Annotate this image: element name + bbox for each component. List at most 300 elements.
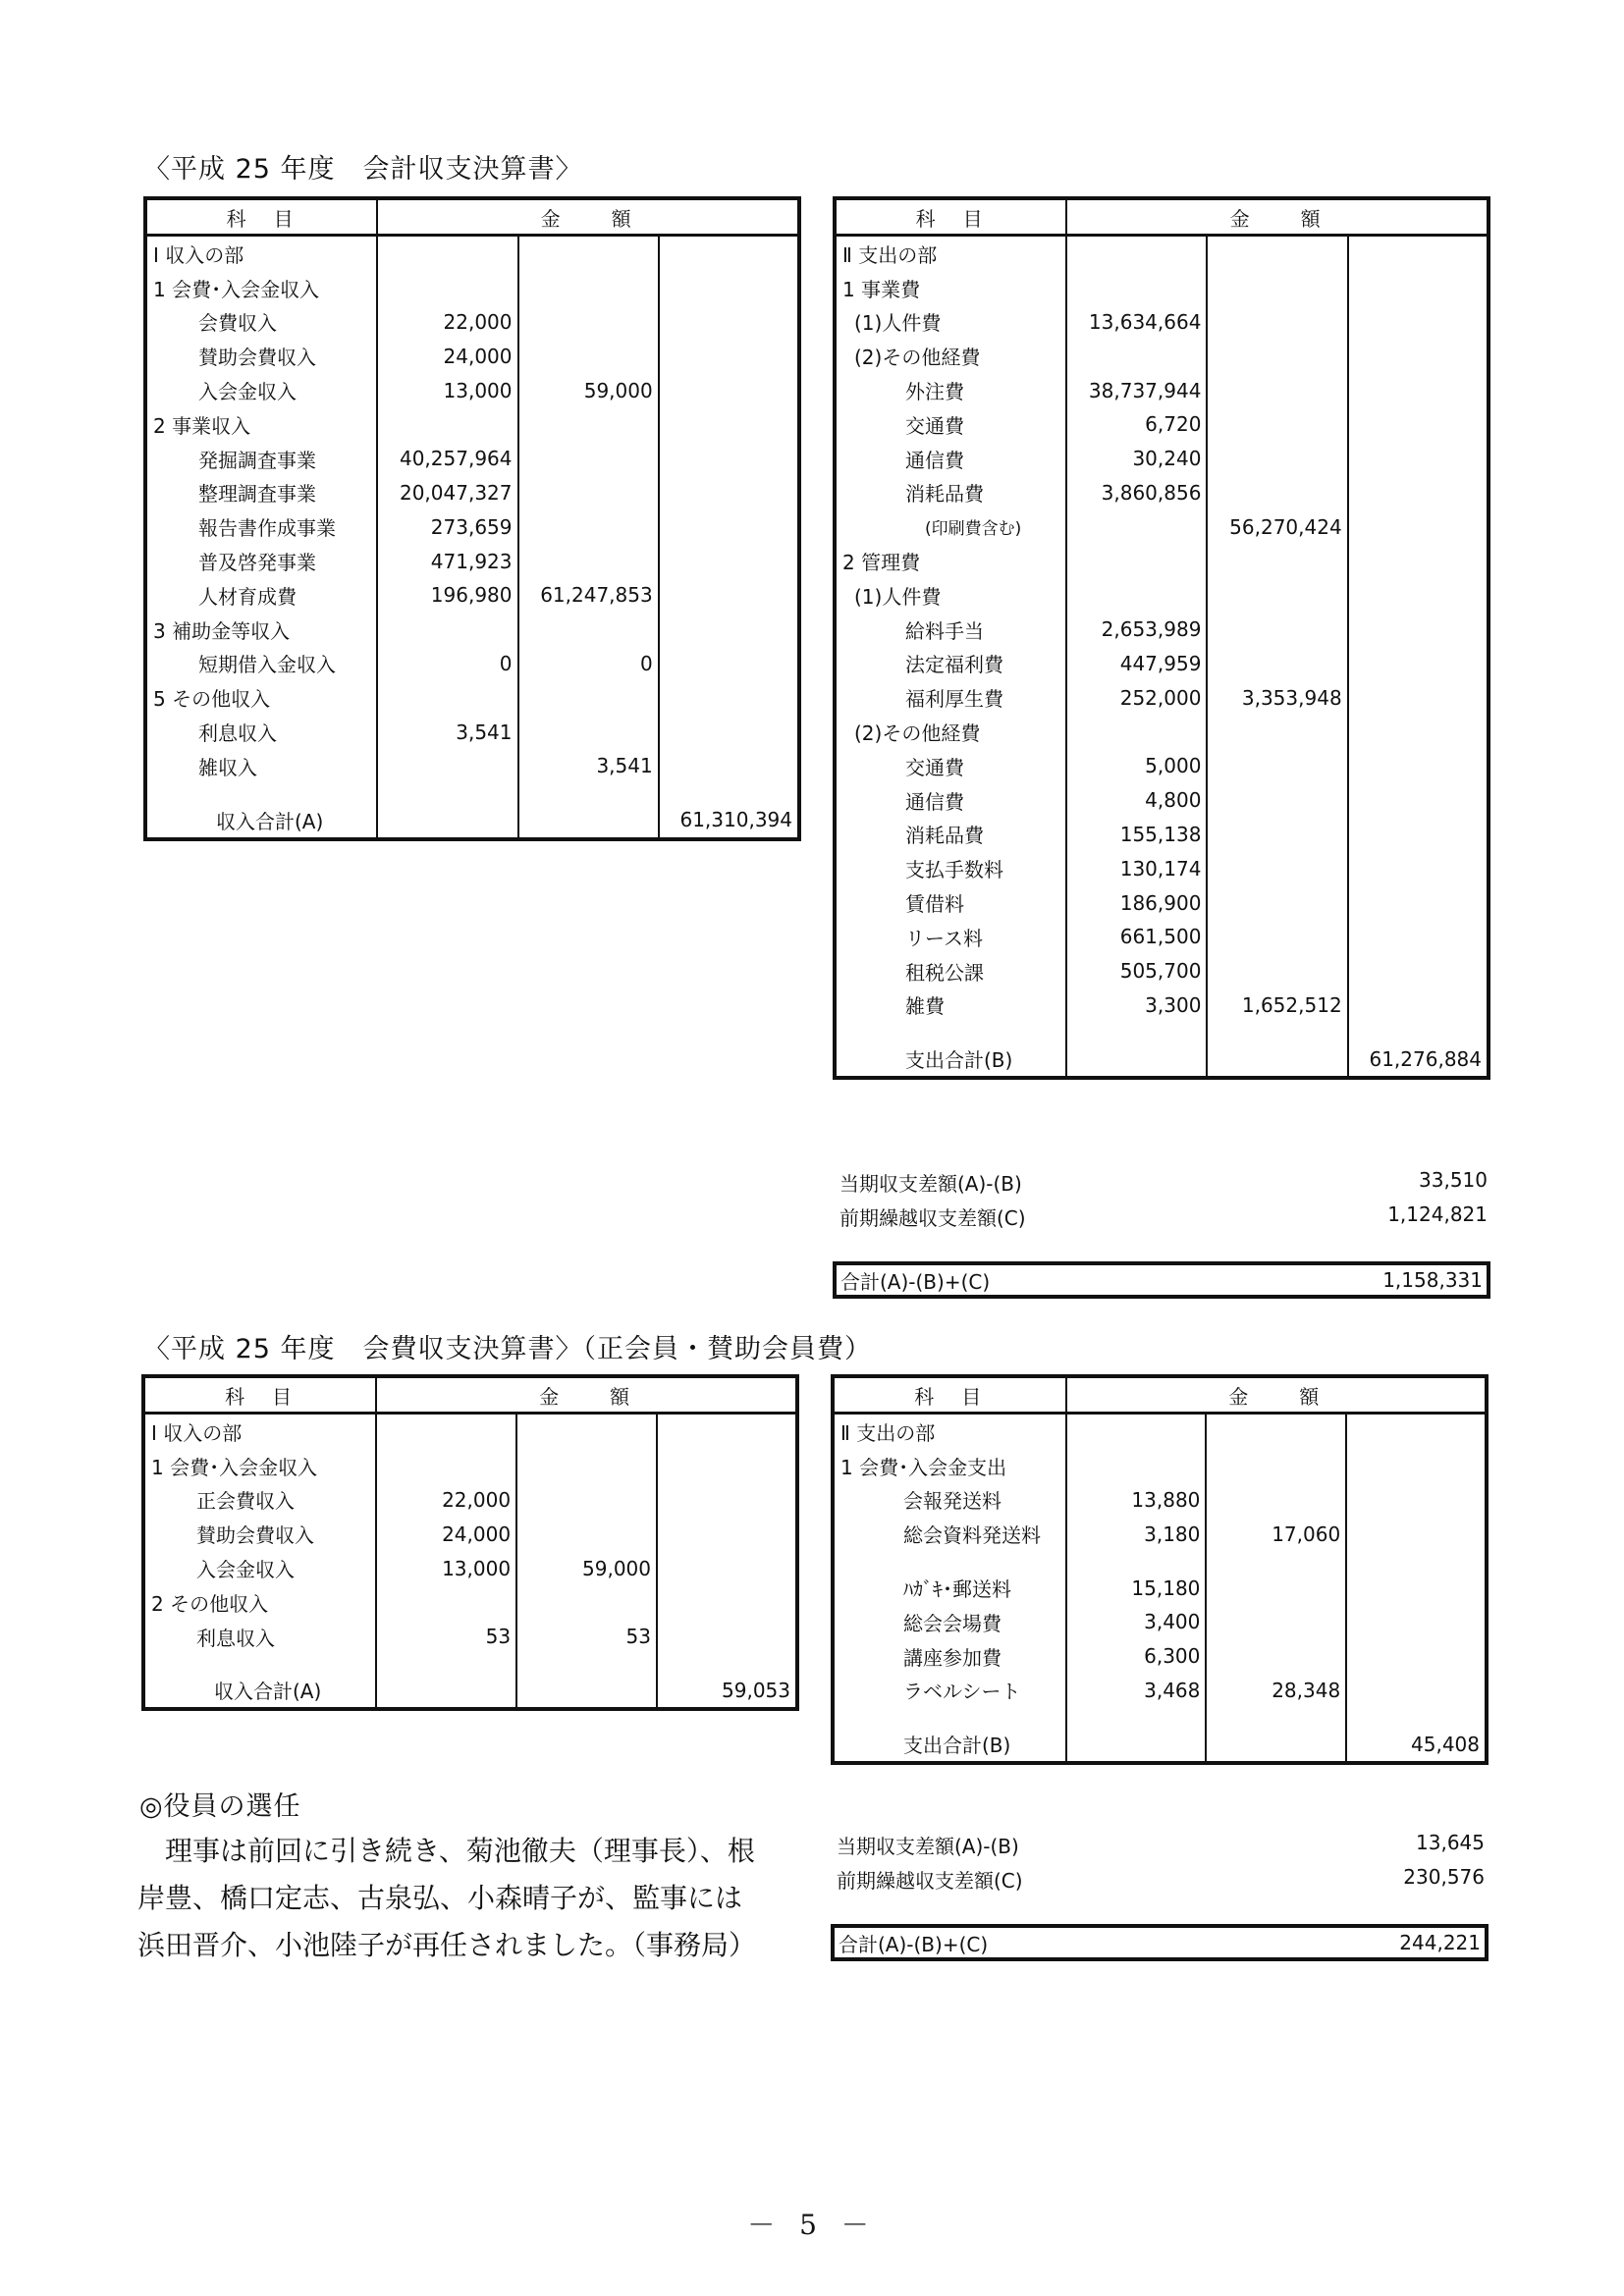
amount-col3: [1348, 851, 1489, 885]
amount-col1: 273,659: [377, 509, 517, 544]
table-row: [835, 749, 1489, 783]
amount-col3: [659, 715, 799, 749]
amount-col1: 447,959: [1066, 647, 1207, 681]
amount-col1: [1066, 1022, 1207, 1041]
table-row: [833, 1551, 1487, 1571]
row-label: 1 会費･入会金収入: [153, 277, 320, 301]
amount-col3: [657, 1483, 797, 1518]
amount-col1: 661,500: [1066, 920, 1207, 954]
amount-col3: [657, 1517, 797, 1551]
amount-col2: [1207, 647, 1347, 681]
row-label: 会報発送料: [903, 1489, 1001, 1514]
amount-col3: [1346, 1571, 1487, 1605]
amount-col3: [657, 1414, 797, 1449]
amount-col1: [377, 271, 517, 305]
amount-col1: [1066, 509, 1207, 544]
table-row: [833, 1414, 1487, 1449]
officers-line: 理事は前回に引き続き、菊池徹夫（理事長）、根: [137, 1835, 755, 1867]
amount-col3: [659, 749, 799, 783]
amount-col1: 3,860,856: [1066, 476, 1207, 510]
table-row: [833, 1674, 1487, 1708]
amount-col1: 186,900: [1066, 885, 1207, 920]
table-row: [835, 476, 1489, 510]
amount-col3: [657, 1620, 797, 1654]
table-row: [835, 544, 1489, 578]
amount-col3: 61,310,394: [659, 803, 799, 839]
header-item: 科 目: [833, 1376, 1066, 1414]
table-row: [145, 613, 799, 647]
row-label: (2)その他経費: [854, 346, 981, 370]
balance-value: 13,645: [1416, 1831, 1485, 1854]
income-table-1: [143, 196, 801, 841]
table-row: [835, 339, 1489, 373]
row-label: Ⅱ 支出の部: [842, 242, 938, 267]
total-value: 244,221: [1399, 1931, 1481, 1954]
carry-value: 1,124,821: [1387, 1202, 1488, 1226]
amount-col3: [1348, 749, 1489, 783]
amount-col1: [376, 1449, 516, 1483]
amount-col3: [1348, 954, 1489, 988]
amount-col2: [1207, 271, 1347, 305]
amount-col1: 6,720: [1066, 407, 1207, 442]
table-row: [145, 476, 799, 510]
row-label: 人材育成費: [198, 584, 297, 609]
amount-col1: [376, 1585, 516, 1620]
amount-col3: [1348, 613, 1489, 647]
table-row: [835, 373, 1489, 407]
amount-col3: [1348, 544, 1489, 578]
amount-col2: [1207, 339, 1347, 373]
table-row: [835, 988, 1489, 1023]
amount-col3: 59,053: [657, 1674, 797, 1710]
amount-col3: [1346, 1449, 1487, 1483]
amount-col3: [1348, 305, 1489, 340]
amount-col3: [1348, 988, 1489, 1023]
amount-col2: 3,353,948: [1207, 680, 1347, 715]
total-box-1: [833, 1261, 1490, 1299]
amount-col3: [659, 373, 799, 407]
row-label: 2 事業収入: [153, 413, 251, 438]
table-row: [145, 647, 799, 681]
row-label: 外注費: [905, 380, 964, 404]
income-table-2: [141, 1374, 799, 1711]
amount-col3: 61,276,884: [1348, 1041, 1489, 1078]
amount-col1: 471,923: [377, 544, 517, 578]
amount-col3: [1348, 236, 1489, 271]
amount-col1: 3,400: [1066, 1605, 1207, 1639]
table-row: [145, 715, 799, 749]
row-label: 法定福利費: [905, 653, 1003, 677]
amount-col1: 3,541: [377, 715, 517, 749]
table-row: [145, 803, 799, 839]
amount-col2: [1207, 954, 1347, 988]
income-rows-2: [143, 1414, 797, 1710]
amount-col1: 6,300: [1066, 1639, 1207, 1674]
amount-col3: [1348, 783, 1489, 818]
carry-line-1: [839, 1202, 1488, 1231]
amount-col3: [1348, 885, 1489, 920]
amount-col2: [518, 476, 659, 510]
table-row: [833, 1605, 1487, 1639]
amount-col3: [659, 647, 799, 681]
table-row: [143, 1620, 797, 1654]
amount-col2: [516, 1674, 657, 1710]
amount-col3: [659, 783, 799, 803]
carry-value: 230,576: [1403, 1865, 1485, 1889]
row-label: リース料: [905, 926, 983, 950]
amount-col2: [1207, 1022, 1347, 1041]
amount-col3: [659, 407, 799, 442]
amount-col3: [1348, 442, 1489, 476]
row-label: [145, 783, 377, 803]
table-row: [835, 509, 1489, 544]
row-label: 利息収入: [196, 1626, 275, 1650]
row-label: [835, 1022, 1066, 1041]
amount-col2: [518, 339, 659, 373]
amount-col3: [1346, 1551, 1487, 1571]
header-amount: 金 額: [1066, 1376, 1487, 1414]
amount-col3: [1348, 271, 1489, 305]
amount-col2: [1207, 715, 1347, 749]
amount-col2: [518, 305, 659, 340]
row-label: 整理調査事業: [198, 482, 316, 507]
row-label: (1)人件費: [854, 311, 942, 336]
row-label: 講座参加費: [903, 1645, 1001, 1670]
row-label: 5 その他収入: [153, 687, 271, 712]
amount-col1: 30,240: [1066, 442, 1207, 476]
amount-col3: [1346, 1639, 1487, 1674]
table-row: [143, 1483, 797, 1518]
amount-col3: [657, 1449, 797, 1483]
row-label: 1 事業費: [842, 277, 921, 301]
amount-col1: 2,653,989: [1066, 613, 1207, 647]
amount-col2: 0: [518, 647, 659, 681]
amount-col1: 252,000: [1066, 680, 1207, 715]
row-label: 1 会費･入会金収入: [151, 1455, 318, 1479]
amount-col2: [518, 271, 659, 305]
table-row: [833, 1449, 1487, 1483]
amount-col1: 5,000: [1066, 749, 1207, 783]
amount-col3: [659, 442, 799, 476]
table-row: [835, 885, 1489, 920]
amount-col1: [377, 236, 517, 271]
amount-col3: [1348, 339, 1489, 373]
amount-col1: 130,174: [1066, 851, 1207, 885]
table-row: [145, 373, 799, 407]
table-row: [143, 1654, 797, 1674]
table-row: [835, 442, 1489, 476]
amount-col1: 155,138: [1066, 818, 1207, 852]
amount-col1: 38,737,944: [1066, 373, 1207, 407]
amount-col1: [376, 1414, 516, 1449]
amount-col2: 53: [516, 1620, 657, 1654]
carry-label: 前期繰越収支差額(C): [837, 1869, 1023, 1893]
amount-col2: [518, 236, 659, 271]
balance-line-1: [839, 1168, 1488, 1197]
row-label: 入会金収入: [198, 380, 297, 404]
amount-col2: 59,000: [516, 1551, 657, 1585]
amount-col1: 13,880: [1066, 1483, 1207, 1518]
amount-col2: [1207, 578, 1347, 613]
total-label: 合計(A)-(B)+(C): [840, 1269, 991, 1294]
amount-col3: [1348, 476, 1489, 510]
amount-col1: 15,180: [1066, 1571, 1207, 1605]
table-row: [145, 442, 799, 476]
amount-col2: [518, 509, 659, 544]
amount-col2: [1206, 1483, 1346, 1518]
table-row: [145, 305, 799, 340]
row-label: 会費収入: [198, 311, 277, 336]
amount-col3: [1346, 1414, 1487, 1449]
amount-col1: [1066, 1727, 1207, 1763]
amount-col2: [516, 1654, 657, 1674]
table-row: [143, 1551, 797, 1585]
amount-col1: [1066, 1551, 1207, 1571]
table-row: [835, 1041, 1489, 1078]
amount-col1: [1066, 544, 1207, 578]
amount-col2: [516, 1483, 657, 1518]
header-amount: 金 額: [376, 1376, 797, 1414]
amount-col3: [659, 680, 799, 715]
amount-col2: [1207, 613, 1347, 647]
amount-col2: [1207, 373, 1347, 407]
header-item: 科 目: [145, 198, 377, 236]
amount-col1: 53: [376, 1620, 516, 1654]
amount-col2: [516, 1414, 657, 1449]
total-box-2: [831, 1924, 1489, 1961]
table-row: [145, 407, 799, 442]
amount-col2: [518, 715, 659, 749]
row-label: 消耗品費: [905, 824, 984, 848]
amount-col2: [1207, 442, 1347, 476]
balance-label: 当期収支差額(A)-(B): [839, 1172, 1022, 1196]
row-label: 租税公課: [905, 960, 984, 985]
header-amount: 金 額: [1066, 198, 1489, 236]
table-row: [835, 236, 1489, 271]
amount-col3: [659, 305, 799, 340]
table-row: [835, 647, 1489, 681]
amount-col1: [1066, 1707, 1207, 1727]
row-label: Ⅱ 支出の部: [840, 1420, 936, 1445]
table-row: [835, 407, 1489, 442]
row-label: 総会資料発送料: [903, 1523, 1041, 1548]
table-row: [143, 1674, 797, 1710]
amount-col2: 3,541: [518, 749, 659, 783]
row-label: 2 管理費: [842, 551, 921, 575]
amount-col3: [659, 271, 799, 305]
amount-col1: 24,000: [376, 1517, 516, 1551]
section2-heading-sub: （正会員・賛助会員費）: [582, 1334, 873, 1364]
amount-col2: 28,348: [1206, 1674, 1346, 1708]
amount-col2: [518, 544, 659, 578]
amount-col1: [1066, 339, 1207, 373]
amount-col2: [1207, 305, 1347, 340]
section1-heading: 〈平成 25 年度 会計収支決算書〉: [143, 154, 583, 185]
income-rows-1: [145, 236, 799, 839]
table-row: [145, 578, 799, 613]
balance-label: 当期収支差額(A)-(B): [837, 1835, 1019, 1858]
row-label: 発掘調査事業: [198, 448, 316, 472]
row-label: 支出合計(B): [905, 1048, 1013, 1073]
amount-col3: [1346, 1605, 1487, 1639]
row-label: 通信費: [905, 448, 964, 472]
expense-table-1: [833, 196, 1490, 1080]
amount-col3: [1346, 1707, 1487, 1727]
page-number: － 5 －: [747, 2209, 877, 2241]
amount-col2: [1207, 818, 1347, 852]
row-label: (2)その他経費: [854, 721, 981, 746]
amount-col1: 196,980: [377, 578, 517, 613]
table-row: [145, 509, 799, 544]
amount-col1: 22,000: [376, 1483, 516, 1518]
amount-col1: [376, 1654, 516, 1674]
row-label: 1 会費･入会金支出: [840, 1455, 1007, 1479]
table-row: [835, 920, 1489, 954]
table-row: [835, 715, 1489, 749]
row-label: 通信費: [905, 789, 964, 814]
section2-heading-main: 〈平成 25 年度 会費収支決算書〉: [143, 1334, 583, 1364]
row-label: 短期借入金収入: [198, 653, 336, 677]
officers-title: ◎役員の選任: [139, 1791, 301, 1822]
amount-col1: [377, 407, 517, 442]
table-row: [835, 578, 1489, 613]
amount-col2: [1207, 544, 1347, 578]
row-label: 収入合計(A): [214, 1680, 322, 1704]
table-row: [835, 783, 1489, 818]
amount-col2: [1206, 1571, 1346, 1605]
table-row: [835, 954, 1489, 988]
header-item: 科 目: [835, 198, 1066, 236]
row-label: 交通費: [905, 755, 964, 779]
row-label: 3 補助金等収入: [153, 618, 291, 643]
amount-col1: 40,257,964: [377, 442, 517, 476]
amount-col2: 56,270,424: [1207, 509, 1347, 544]
amount-col1: [1066, 236, 1207, 271]
table-row: [833, 1707, 1487, 1727]
amount-col1: [1066, 1414, 1207, 1449]
amount-col3: [659, 509, 799, 544]
amount-col2: [518, 613, 659, 647]
row-label: Ⅰ 収入の部: [153, 242, 244, 267]
row-label: 賃借料: [905, 892, 964, 917]
amount-col2: [516, 1449, 657, 1483]
officers-line: 浜田晋介、小池陸子が再任されました。（事務局）: [137, 1929, 757, 1961]
row-label: 賛助会費収入: [196, 1523, 314, 1548]
table-row: [833, 1639, 1487, 1674]
table-row: [143, 1585, 797, 1620]
amount-col1: [377, 749, 517, 783]
amount-col2: [1207, 236, 1347, 271]
amount-col1: 3,180: [1066, 1517, 1207, 1551]
row-label: 利息収入: [198, 721, 277, 746]
amount-col1: [1066, 271, 1207, 305]
amount-col1: 13,634,664: [1066, 305, 1207, 340]
row-label: 入会金収入: [196, 1558, 295, 1582]
amount-col2: [1207, 407, 1347, 442]
table-row: [835, 680, 1489, 715]
amount-col2: 17,060: [1206, 1517, 1346, 1551]
amount-col2: [1207, 920, 1347, 954]
row-label: 賛助会費収入: [198, 346, 316, 370]
section2-heading: [143, 1327, 872, 1365]
amount-col3: [1346, 1517, 1487, 1551]
amount-col2: [518, 803, 659, 839]
amount-col3: [659, 236, 799, 271]
amount-col2: [1207, 749, 1347, 783]
row-label: 雑費: [905, 994, 945, 1019]
expense-rows-2: [833, 1414, 1487, 1764]
officers-line: 岸豊、橋口定志、古泉弘、小森晴子が、監事には: [137, 1882, 743, 1914]
amount-col2: [1206, 1551, 1346, 1571]
amount-col3: [659, 578, 799, 613]
header-item: 科 目: [143, 1376, 376, 1414]
table-row: [145, 680, 799, 715]
amount-col2: [516, 1517, 657, 1551]
amount-col1: 20,047,327: [377, 476, 517, 510]
table-row: [143, 1414, 797, 1449]
table-row: [833, 1727, 1487, 1763]
amount-col2: [1207, 851, 1347, 885]
row-label: 正会費収入: [196, 1489, 295, 1514]
table-row: [143, 1517, 797, 1551]
amount-col1: [1066, 578, 1207, 613]
amount-col3: [1346, 1483, 1487, 1518]
row-label: ﾊｶﾞｷ･郵送料: [903, 1577, 1011, 1602]
amount-col2: [1206, 1639, 1346, 1674]
amount-col2: [1207, 476, 1347, 510]
amount-col3: [659, 544, 799, 578]
amount-col2: [1206, 1727, 1346, 1763]
row-label: 報告書作成事業: [198, 516, 336, 541]
amount-col1: [377, 680, 517, 715]
carry-line-2: [837, 1865, 1485, 1894]
row-label: 支払手数料: [905, 858, 1003, 882]
amount-col2: [518, 783, 659, 803]
table-row: [145, 271, 799, 305]
amount-col3: [1348, 509, 1489, 544]
table-row: [835, 271, 1489, 305]
table-row: [835, 818, 1489, 852]
amount-col3: [1346, 1674, 1487, 1708]
amount-col3: [657, 1654, 797, 1674]
amount-col3: [659, 339, 799, 373]
amount-col1: [377, 613, 517, 647]
header-amount: 金 額: [377, 198, 799, 236]
officers-paragraph: [137, 1828, 756, 1969]
total-label: 合計(A)-(B)+(C): [839, 1932, 989, 1956]
amount-col3: [1348, 680, 1489, 715]
row-label: 消耗品費: [905, 482, 984, 507]
amount-col2: 1,652,512: [1207, 988, 1347, 1023]
amount-col2: [518, 407, 659, 442]
row-label: (1)人件費: [854, 584, 942, 609]
table-row: [835, 851, 1489, 885]
amount-col3: [1348, 407, 1489, 442]
row-label: 総会会場費: [903, 1611, 1001, 1635]
expense-rows-1: [835, 236, 1489, 1079]
amount-col2: 59,000: [518, 373, 659, 407]
amount-col1: [1066, 1041, 1207, 1078]
amount-col3: [1348, 818, 1489, 852]
amount-col3: [659, 613, 799, 647]
table-row: [145, 783, 799, 803]
table-row: [835, 1022, 1489, 1041]
amount-col1: [1066, 1449, 1207, 1483]
amount-col2: [1207, 885, 1347, 920]
balance-value: 33,510: [1419, 1168, 1488, 1192]
row-label: 福利厚生費: [905, 687, 1003, 712]
amount-col1: [377, 803, 517, 839]
